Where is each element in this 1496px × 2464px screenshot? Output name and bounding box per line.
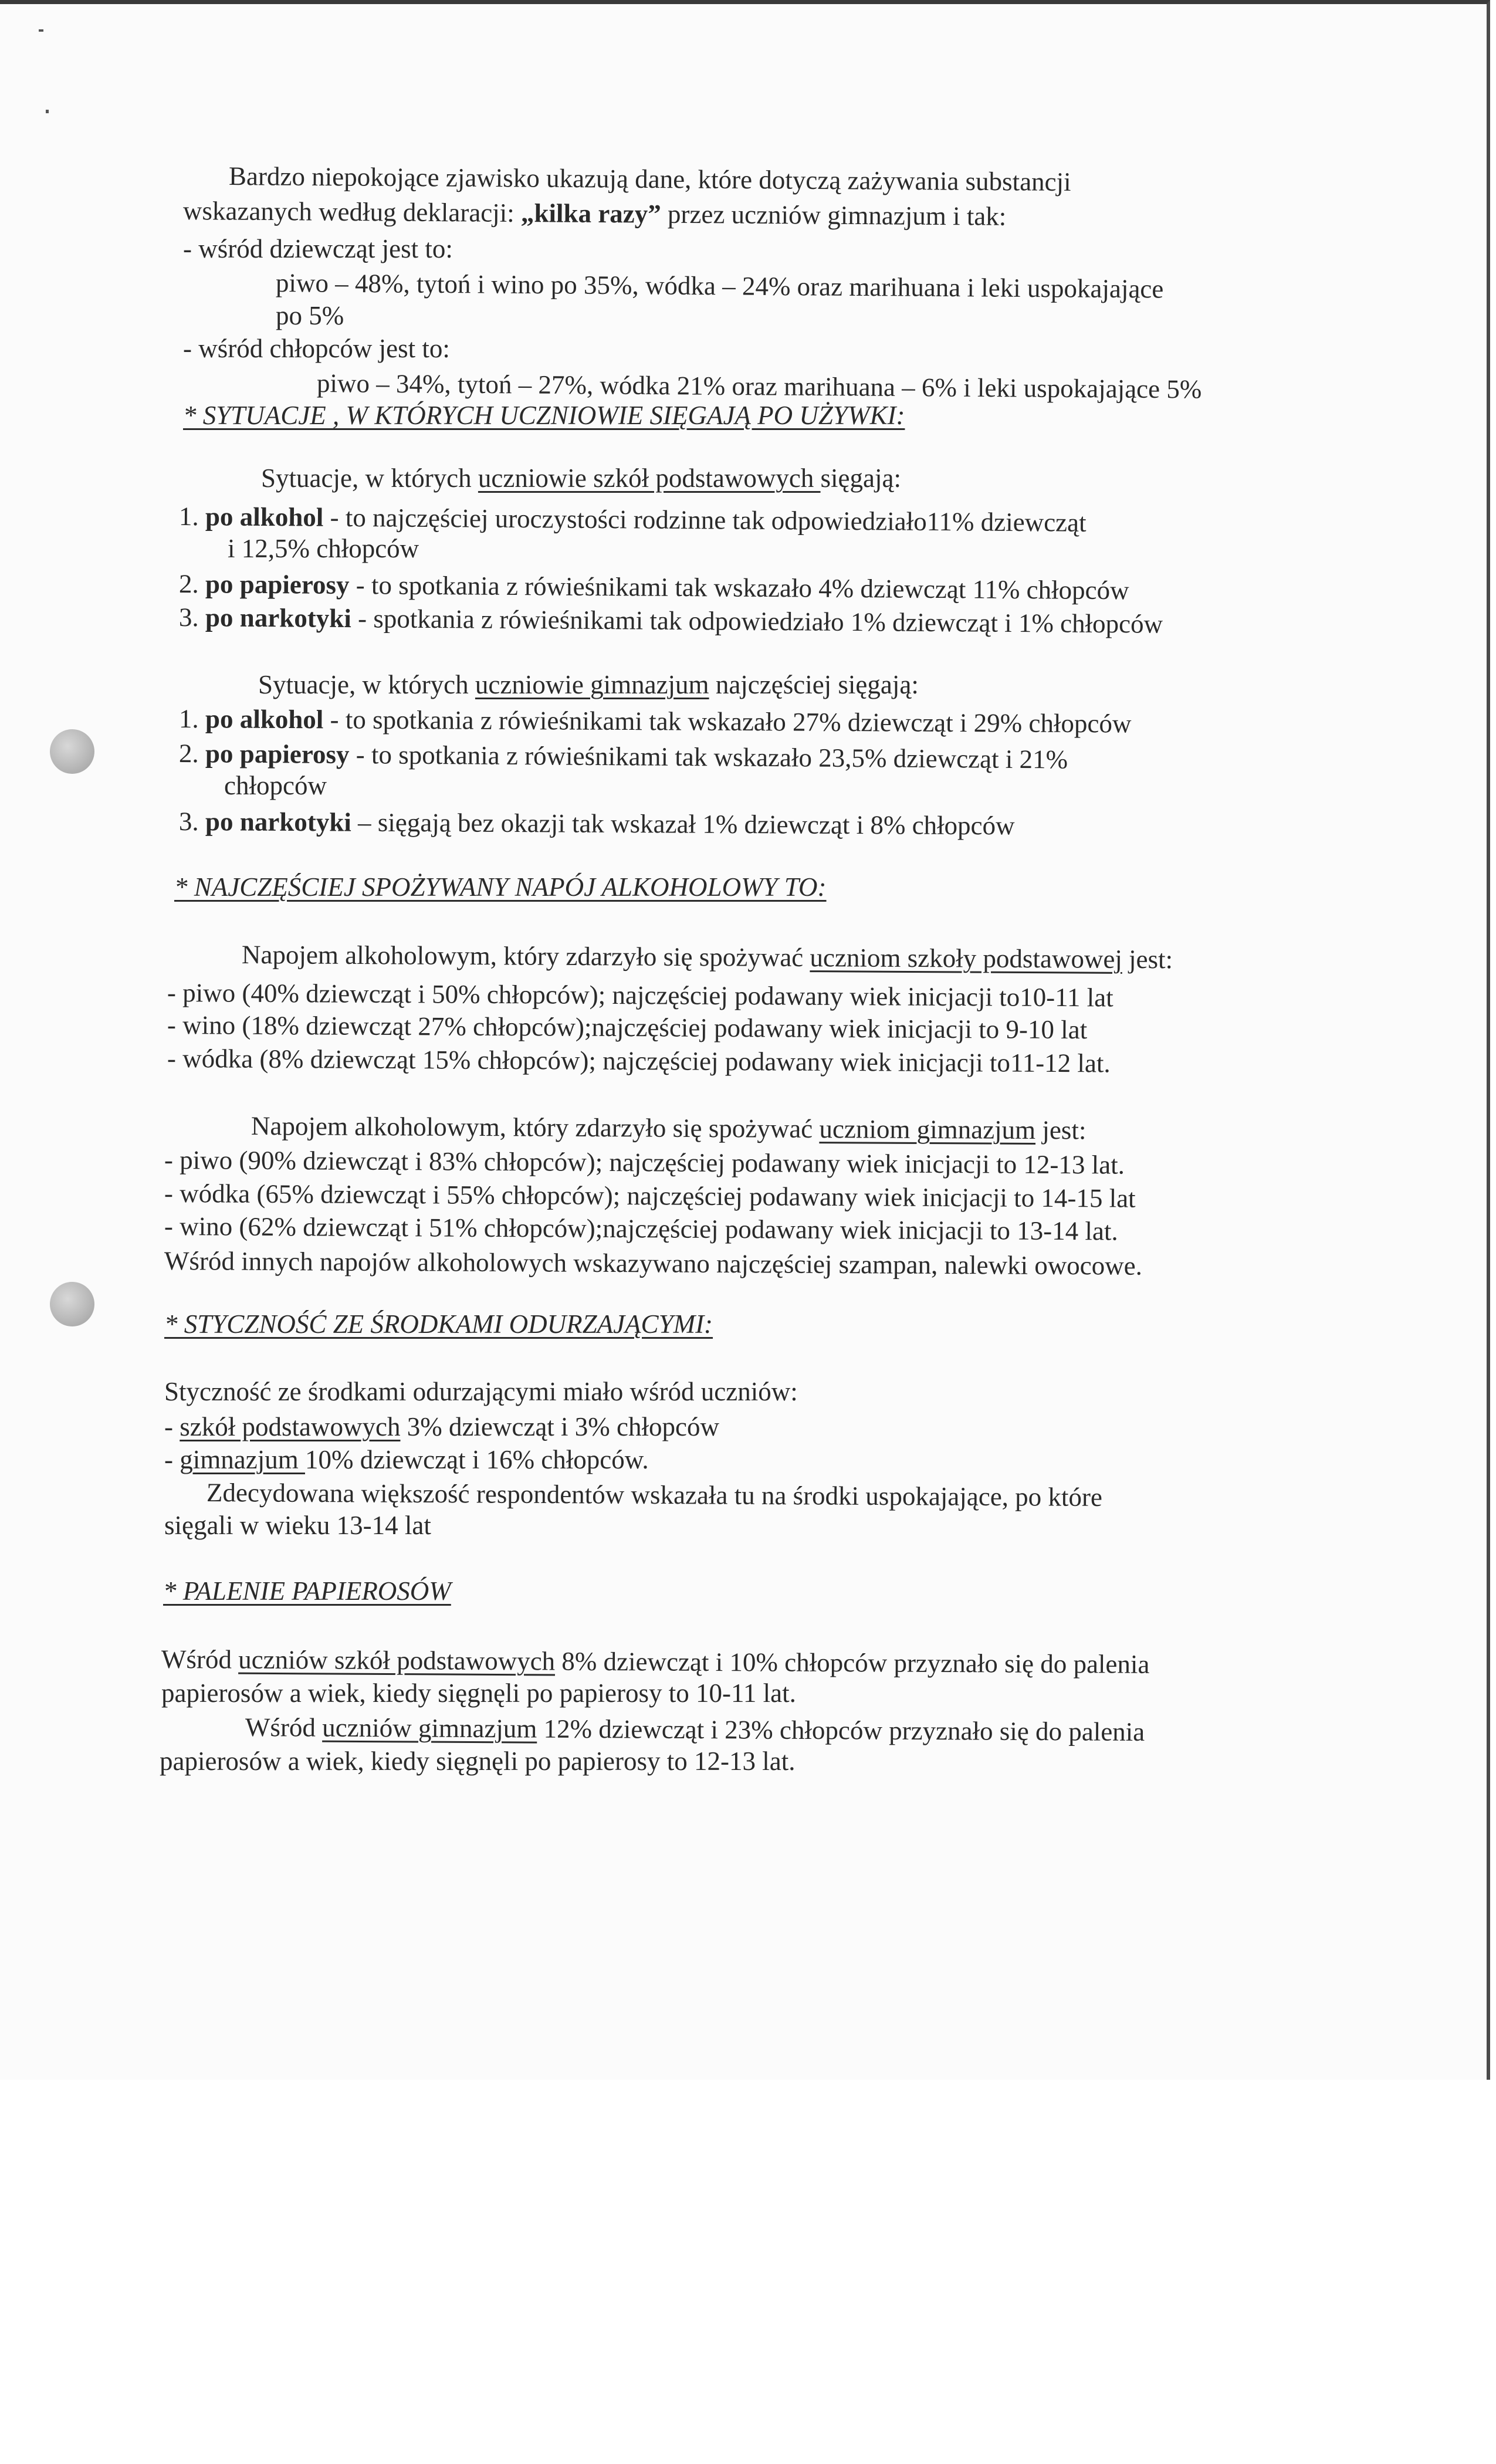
- gymnasium-item-cigarettes: 2. po papierosy - to spotkania z rówieśnikami tak wskazało 23,5% dziewcząt i 21%: [178, 739, 1068, 774]
- primary-item-alcohol-cont: i 12,5% chłopców: [228, 534, 419, 563]
- intro-emphasis: „kilka razy”: [520, 198, 661, 229]
- primary-drinks-intro: Napojem alkoholowym, który zdarzyło się spożywać uczniom szkoły podstawowej jest:: [241, 940, 1173, 974]
- primary-drink-beer: - piwo (40% dziewcząt i 50% chłopców); najczęściej podawany wiek inicjacji to10-11 lat: [167, 978, 1113, 1013]
- gymnasium-item-cigarettes-cont: chłopców: [224, 771, 327, 800]
- scan-speck: [39, 29, 43, 32]
- girls-values-2: po 5%: [276, 301, 344, 330]
- drug-contact-intro: Styczność ze środkami odurzającymi miało wśród uczniów:: [164, 1377, 798, 1406]
- primary-situations-intro: Sytuacje, w których uczniowie szkół podstawowych sięgają:: [261, 463, 901, 493]
- smoking-gymnasium-cont: papierosów a wiek, kiedy sięgnęli po papierosy to 12-13 lat.: [160, 1747, 796, 1776]
- primary-item-drugs: 3. po narkotyki - spotkania z rówieśnikami tak odpowiedziało 1% dziewcząt i 1% chłopców: [178, 603, 1163, 639]
- drug-contact-primary: - szkół podstawowych 3% dziewcząt i 3% chłopców: [164, 1412, 719, 1441]
- girls-values-1: piwo – 48%, tytoń i wino po 35%, wódka – 24% oraz marihuana i leki uspokajające: [275, 268, 1164, 304]
- boys-label: - wśród chłopców jest to:: [183, 334, 450, 363]
- gymnasium-drink-beer: - piwo (90% dziewcząt i 83% chłopców); najczęściej podawany wiek inicjacji to 12-13 lat.: [164, 1145, 1125, 1180]
- heading-drinks: * NAJCZĘŚCIEJ SPOŻYWANY NAPÓJ ALKOHOLOWY TO:: [174, 872, 827, 902]
- heading-situations: * SYTUACJE , W KTÓRYCH UCZNIOWIE SIĘGAJĄ PO UŻYWKI:: [183, 401, 905, 430]
- primary-item-cigarettes: 2. po papierosy - to spotkania z rówieśnikami tak wskazało 4% dziewcząt 11% chłopców: [178, 569, 1129, 605]
- scan-speck: [46, 110, 49, 113]
- gymnasium-item-alcohol: 1. po alkohol - to spotkania z rówieśnikami tak wskazało 27% dziewcząt i 29% chłopców: [178, 704, 1132, 739]
- page-margin-blank: [0, 2080, 1496, 2464]
- boys-values: piwo – 34%, tytoń – 27%, wódka 21% oraz marihuana – 6% i leki uspokajające 5%: [316, 368, 1202, 404]
- gymnasium-drinks-other: Wśród innych napojów alkoholowych wskazywano najczęściej szampan, nalewki owocowe.: [164, 1246, 1143, 1281]
- heading-drug-contact: * STYCZNOŚĆ ZE ŚRODKAMI ODURZAJĄCYMI:: [164, 1309, 713, 1339]
- smoking-gymnasium: Wśród uczniów gimnazjum 12% dziewcząt i 23% chłopców przyznało się do palenia: [245, 1712, 1145, 1747]
- punch-hole-lower: [50, 1282, 94, 1326]
- gymnasium-drinks-intro: Napojem alkoholowym, który zdarzyło się spożywać uczniom gimnazjum jest:: [251, 1111, 1087, 1145]
- girls-label: - wśród dziewcząt jest to:: [183, 234, 453, 263]
- drug-contact-note-1: Zdecydowana większość respondentów wskazała tu na środki uspokajające, po które: [206, 1478, 1103, 1512]
- intro-line-1: Bardzo niepokojące zjawisko ukazują dane, które dotyczą zażywania substancji: [228, 161, 1071, 197]
- smoking-primary: Wśród uczniów szkół podstawowych 8% dziewcząt i 10% chłopców przyznało się do palenia: [161, 1644, 1150, 1679]
- punch-hole-upper: [50, 729, 94, 774]
- primary-item-alcohol: 1. po alkohol - to najczęściej uroczystości rodzinne tak odpowiedziało11% dziewcząt: [178, 502, 1087, 537]
- primary-drink-vodka: - wódka (8% dziewcząt 15% chłopców); najczęściej podawany wiek inicjacji to11-12 lat.: [167, 1044, 1111, 1078]
- heading-smoking: * PALENIE PAPIEROSÓW: [163, 1576, 451, 1606]
- gymnasium-drink-wine: - wino (62% dziewcząt i 51% chłopców);najczęściej podawany wiek inicjacji to 13-14 lat.: [164, 1211, 1118, 1246]
- gymnasium-drink-vodka: - wódka (65% dziewcząt i 55% chłopców); najczęściej podawany wiek inicjacji to 14-15 lat: [164, 1179, 1136, 1213]
- drug-contact-note-2: sięgali w wieku 13-14 lat: [164, 1511, 431, 1540]
- intro-line-2: wskazanych według deklaracji: „kilka razy” przez uczniów gimnazjum i tak:: [182, 196, 1007, 231]
- drug-contact-gymnasium: - gimnazjum 10% dziewcząt i 16% chłopców.: [164, 1445, 649, 1474]
- primary-drink-wine: - wino (18% dziewcząt 27% chłopców);najczęściej podawany wiek inicjacji to 9-10 lat: [167, 1010, 1088, 1045]
- smoking-primary-cont: papierosów a wiek, kiedy sięgnęli po papierosy to 10-11 lat.: [161, 1678, 796, 1708]
- gymnasium-situations-intro: Sytuacje, w których uczniowie gimnazjum najczęściej sięgają:: [258, 670, 919, 699]
- gymnasium-item-drugs: 3. po narkotyki – sięgają bez okazji tak wskazał 1% dziewcząt i 8% chłopców: [178, 807, 1015, 841]
